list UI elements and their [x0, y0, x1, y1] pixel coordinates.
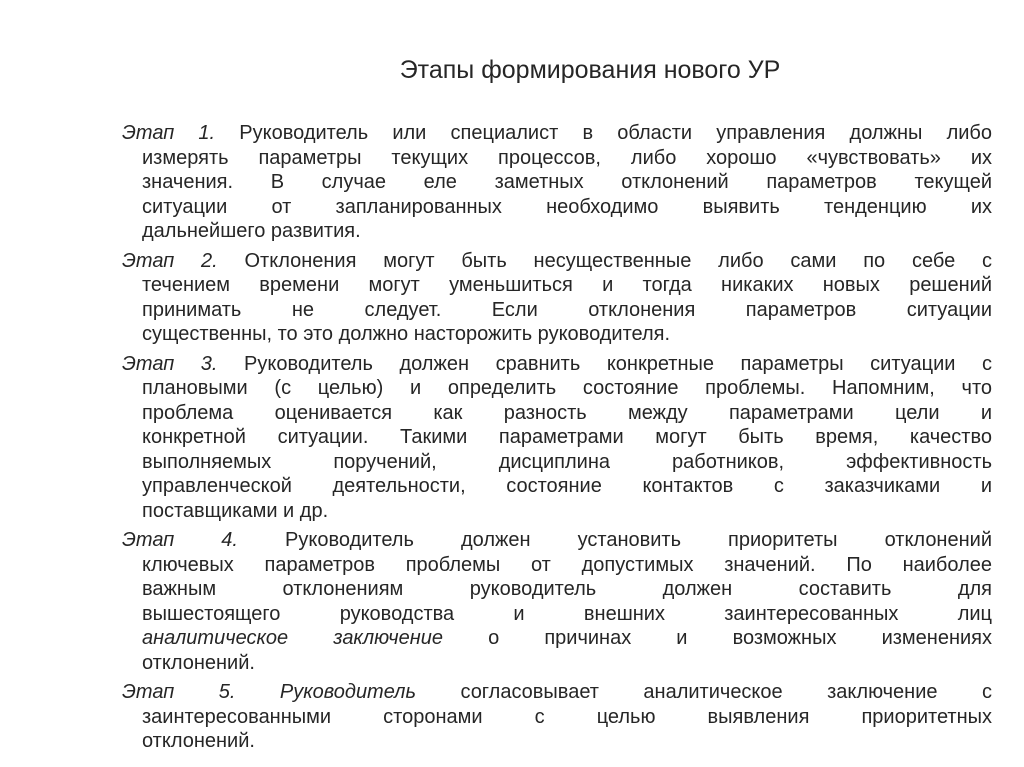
text-segment: плановыми (с целью) и определить состояние проблемы. Напомним, что: [142, 377, 992, 399]
text-line: [142, 170, 992, 195]
text-segment: согласовывает аналитическое заключение с: [415, 681, 992, 703]
text-line: [142, 146, 992, 171]
text-line: [142, 425, 992, 450]
text-segment: ключевых параметров проблемы от допустимых значений. По наиболее: [142, 553, 992, 576]
text-line: [142, 499, 992, 524]
text-segment: существенны, то это должно насторожить руководителя.: [142, 323, 671, 345]
text-line: [142, 577, 992, 602]
text-line: [142, 376, 992, 401]
text-line: [142, 651, 992, 676]
text-segment: заинтересованными сторонами с целью выявления приоритетных: [142, 705, 992, 728]
stage-paragraph-4: [122, 528, 992, 675]
text-segment: отклонений.: [142, 651, 255, 674]
text-line: [142, 401, 992, 426]
stage-paragraph-1: [122, 121, 992, 244]
text-line: [142, 273, 992, 298]
text-line: [122, 680, 992, 705]
text-segment: дальнейшего развития.: [142, 220, 361, 242]
text-line: [122, 121, 992, 146]
text-segment: управленческой деятельности, состояние контактов с заказчиками и: [142, 475, 992, 497]
italic-text: Этап 2.: [122, 249, 218, 272]
text-line: [142, 450, 992, 475]
text-line: [122, 249, 992, 274]
text-segment: значения. В случае еле заметных отклонений параметров текущей: [142, 171, 992, 193]
text-line: [142, 219, 992, 244]
text-segment: Руководитель должен установить приоритеты отклонений: [237, 529, 992, 551]
stages-list: [122, 121, 992, 759]
text-segment: вышестоящего руководства и внешних заинтересованных лиц: [142, 602, 992, 625]
italic-text: аналитическое заключение: [142, 627, 444, 649]
text-line: [142, 729, 992, 754]
text-segment: Руководитель должен сравнить конкретные параметры ситуации с: [217, 352, 993, 375]
text-line: [142, 298, 992, 323]
text-segment: выполняемых поручений, дисциплина работников, эффективность: [142, 450, 992, 473]
slide-title: Этапы формирования нового УР: [399, 56, 781, 84]
text-line: [142, 553, 992, 578]
text-segment: ситуации от запланированных необходимо выявить тенденцию их: [142, 195, 992, 218]
stage-paragraph-3: [122, 352, 992, 524]
text-segment: конкретной ситуации. Такими параметрами могут быть время, качество: [142, 426, 992, 448]
text-segment: принимать не следует. Если отклонения параметров ситуации: [142, 298, 992, 321]
text-segment: Руководитель или специалист в области управления должны либо: [215, 122, 992, 144]
italic-text: Этап 4.: [122, 529, 238, 551]
text-line: [142, 322, 992, 347]
stage-paragraph-2: [122, 249, 992, 347]
text-segment: течением времени могут уменьшиться и тогда никаких новых решений: [142, 274, 992, 296]
text-segment: отклонений.: [142, 730, 255, 752]
text-line: [142, 195, 992, 220]
italic-text: Этап 5. Руководитель: [122, 681, 416, 703]
text-line: [142, 626, 992, 651]
text-line: [142, 705, 992, 730]
text-segment: проблема оценивается как разность между параметрами цели и: [142, 401, 992, 424]
text-line: [122, 352, 992, 377]
text-segment: поставщиками и др.: [142, 499, 329, 522]
text-segment: о причинах и возможных изменениях: [443, 627, 992, 649]
text-line: [142, 474, 992, 499]
stage-paragraph-5: [122, 680, 992, 754]
text-line: [142, 602, 992, 627]
text-segment: измерять параметры текущих процессов, либо хорошо «чувствовать» их: [142, 146, 992, 169]
italic-text: Этап 3.: [122, 352, 218, 375]
text-segment: важным отклонениям руководитель должен составить для: [142, 578, 992, 600]
italic-text: Этап 1.: [122, 122, 216, 144]
text-line: [122, 528, 992, 553]
text-segment: Отклонения могут быть несущественные либо сами по себе с: [217, 249, 993, 272]
